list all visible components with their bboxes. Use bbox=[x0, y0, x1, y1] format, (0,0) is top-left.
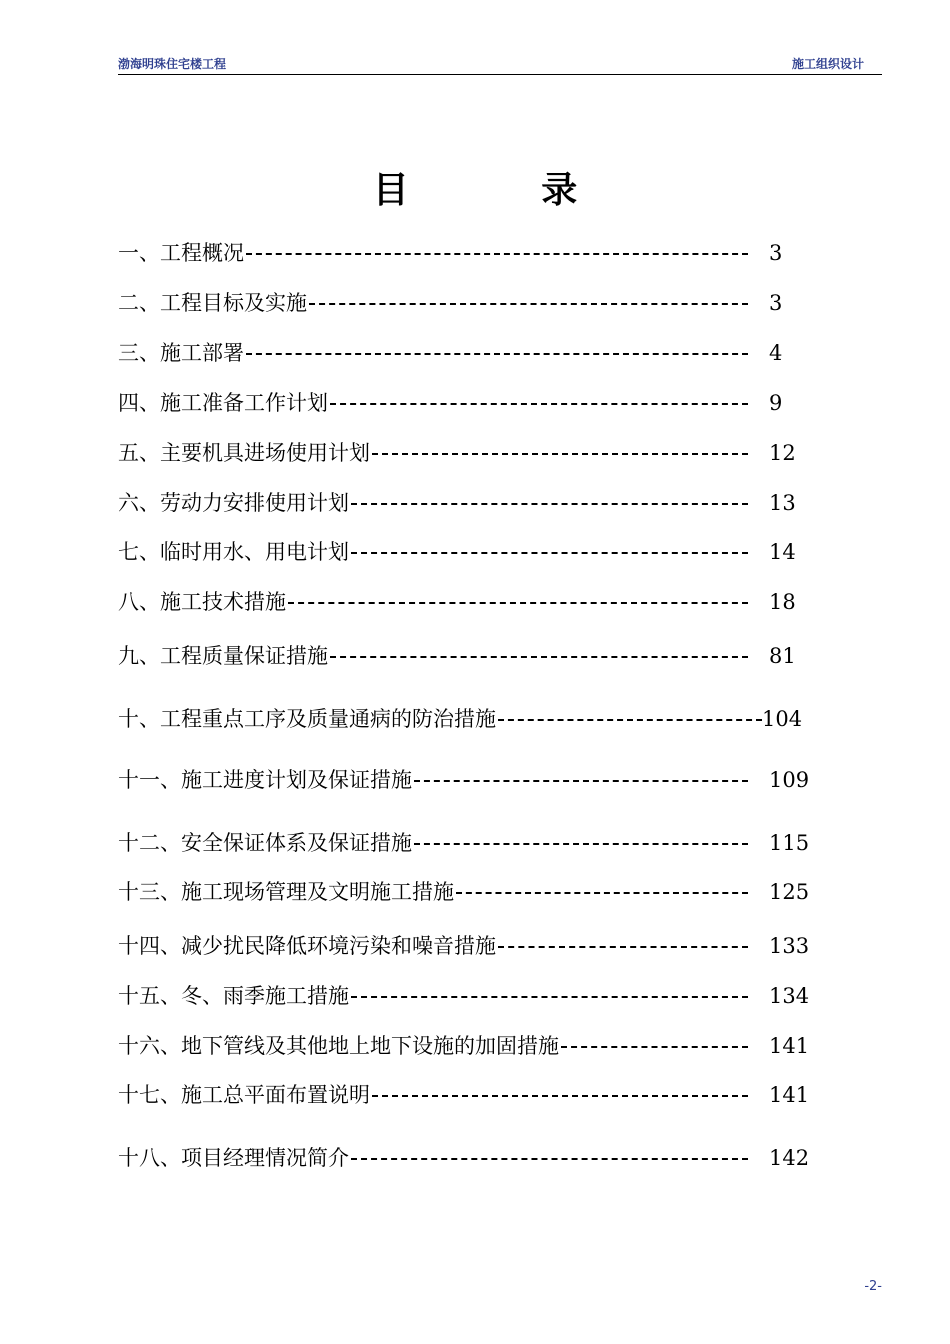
toc-entry-label: 三、施工部署 bbox=[118, 338, 245, 368]
toc-entry[interactable] bbox=[118, 238, 808, 268]
toc-entry-label: 十七、施工总平面布置说明 bbox=[118, 1080, 371, 1110]
toc-entry[interactable] bbox=[118, 765, 808, 795]
toc-entry-label: 十四、减少扰民降低环境污染和噪音措施 bbox=[118, 931, 497, 961]
toc-entry-label: 十一、施工进度计划及保证措施 bbox=[118, 765, 413, 795]
toc-entry-page: 81 bbox=[769, 644, 796, 668]
toc-entry-page: 9 bbox=[769, 391, 783, 415]
toc-entry-page: 141 bbox=[769, 1034, 810, 1058]
toc-leader-dots bbox=[372, 453, 748, 455]
page-header bbox=[118, 54, 882, 75]
toc-entry[interactable] bbox=[118, 537, 808, 567]
toc-leader-dots bbox=[309, 303, 748, 305]
toc-leader-dots bbox=[498, 946, 748, 948]
toc-entry-label: 二、工程目标及实施 bbox=[118, 288, 308, 318]
toc-leader-dots bbox=[330, 656, 748, 658]
toc-entry-label: 九、工程质量保证措施 bbox=[118, 641, 329, 671]
toc-entry-page: 13 bbox=[769, 491, 796, 515]
toc-entry[interactable] bbox=[118, 488, 808, 518]
toc-entry-label: 十、工程重点工序及质量通病的防治措施 bbox=[118, 704, 497, 734]
toc-entry-page: 14 bbox=[769, 540, 796, 564]
toc-entry[interactable] bbox=[118, 288, 808, 318]
toc-entry[interactable] bbox=[118, 877, 808, 907]
toc-entry-page: 142 bbox=[769, 1146, 810, 1170]
toc-entry[interactable] bbox=[118, 338, 808, 368]
toc-entry[interactable] bbox=[118, 981, 808, 1011]
toc-leader-dots bbox=[351, 1158, 748, 1160]
toc-leader-dots bbox=[414, 780, 748, 782]
toc-entry[interactable] bbox=[118, 1143, 808, 1173]
toc-entry-label: 十三、施工现场管理及文明施工措施 bbox=[118, 877, 455, 907]
toc-entry[interactable] bbox=[118, 931, 808, 961]
toc-entry-page: 133 bbox=[769, 934, 810, 958]
page-number: -2- bbox=[864, 1279, 882, 1294]
toc-entry[interactable] bbox=[118, 587, 808, 617]
toc-entry-page: 3 bbox=[769, 291, 783, 315]
toc-leader-dots bbox=[414, 843, 748, 845]
toc-leader-dots bbox=[372, 1095, 748, 1097]
toc-entry-page: 125 bbox=[769, 880, 810, 904]
toc-entry-page: 141 bbox=[769, 1083, 810, 1107]
toc-entry-page: 3 bbox=[769, 241, 783, 265]
toc-entry-label: 六、劳动力安排使用计划 bbox=[118, 488, 350, 518]
header-document-type: 施工组织设计 bbox=[791, 57, 864, 71]
toc-leader-dots bbox=[456, 892, 748, 894]
toc-entry[interactable] bbox=[118, 438, 808, 468]
toc-entry-label: 八、施工技术措施 bbox=[118, 587, 287, 617]
page-title: 目 录 bbox=[372, 169, 638, 211]
toc-entry-label: 七、临时用水、用电计划 bbox=[118, 537, 350, 567]
toc-leader-dots bbox=[246, 253, 748, 255]
header-project-name: 渤海明珠住宅楼工程 bbox=[118, 57, 227, 71]
toc-entry-label: 十八、项目经理情况简介 bbox=[118, 1143, 350, 1173]
toc-leader-dots bbox=[498, 719, 762, 721]
toc-leader-dots bbox=[330, 403, 748, 405]
toc-entry[interactable] bbox=[118, 388, 808, 418]
toc-leader-dots bbox=[288, 602, 748, 604]
toc-entry-label: 一、工程概况 bbox=[118, 238, 245, 268]
toc-entry-page: 18 bbox=[769, 590, 796, 614]
toc-entry-page: 134 bbox=[769, 984, 810, 1008]
toc-entry-label: 十五、冬、雨季施工措施 bbox=[118, 981, 350, 1011]
toc-entry-page: 109 bbox=[769, 768, 810, 792]
toc-leader-dots bbox=[561, 1046, 748, 1048]
toc-entry-label: 五、主要机具进场使用计划 bbox=[118, 438, 371, 468]
toc-leader-dots bbox=[351, 503, 748, 505]
toc-entry-page: 115 bbox=[769, 831, 810, 855]
toc-entry[interactable] bbox=[118, 828, 808, 858]
toc-entry-label: 十二、安全保证体系及保证措施 bbox=[118, 828, 413, 858]
toc-leader-dots bbox=[351, 996, 748, 998]
toc-entry-page: 104 bbox=[762, 707, 803, 731]
toc-entry-label: 十六、地下管线及其他地上地下设施的加固措施 bbox=[118, 1031, 560, 1061]
toc-entry-page: 12 bbox=[769, 441, 796, 465]
toc-entry-label: 四、施工准备工作计划 bbox=[118, 388, 329, 418]
toc-entry[interactable] bbox=[118, 1080, 808, 1110]
toc-leader-dots bbox=[246, 353, 748, 355]
toc-entry-page: 4 bbox=[769, 341, 783, 365]
toc-entry[interactable] bbox=[118, 704, 808, 734]
toc-entry[interactable] bbox=[118, 641, 808, 671]
toc-leader-dots bbox=[351, 552, 748, 554]
toc-entry[interactable] bbox=[118, 1031, 808, 1061]
